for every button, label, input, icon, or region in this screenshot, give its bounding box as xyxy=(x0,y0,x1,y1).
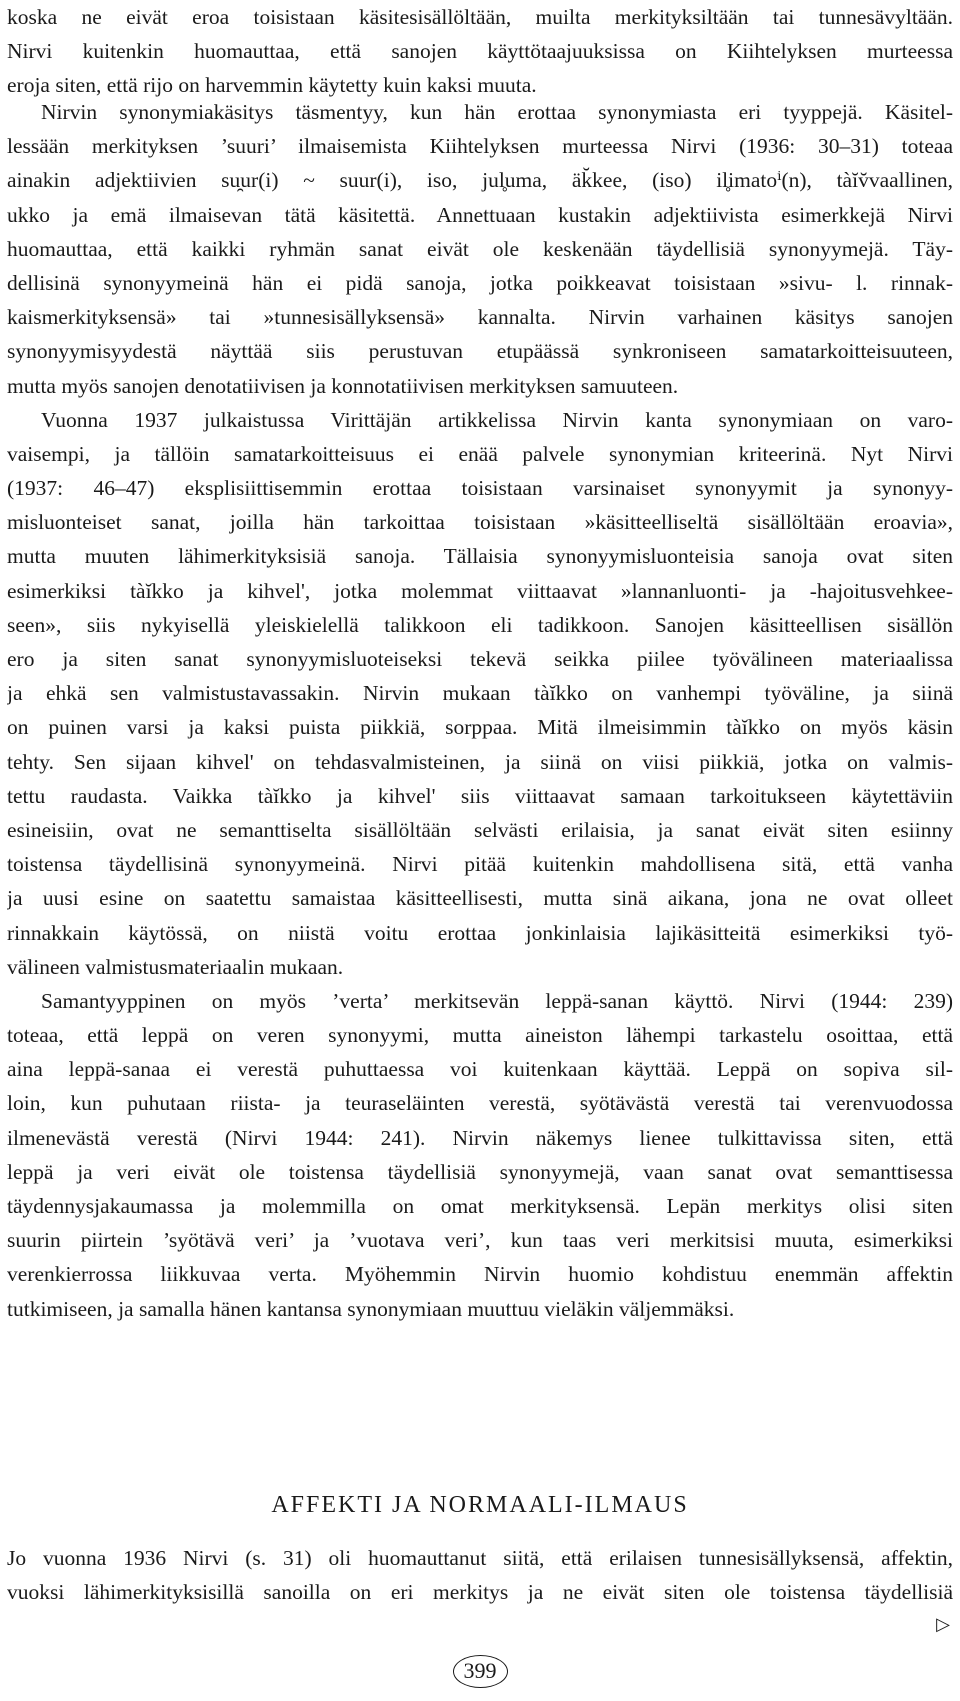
text-line: välineen valmistusmateriaalin mukaan. xyxy=(7,954,344,979)
closing-paragraph xyxy=(7,1541,953,1609)
text-line: Nirvin synonymiakäsitys täsmentyy, kun hän erottaa synonymiasta eri tyyppejä. Käsitel- xyxy=(41,100,953,124)
text-line: esineisiin, ovat ne semanttiselta sisällöltään selvästi erilaisia, ja sanat eivät siten esiinny xyxy=(7,817,953,842)
text-line: dellisinä synonyymeinä hän ei pidä sanoja, jotka poikkeavat toisistaan »sivu- l. rinnak- xyxy=(7,270,953,295)
page-number xyxy=(0,1655,960,1688)
text-line: lessään merkityksen ’suuri’ ilmaisemista Kiihtelyksen murteessa Nirvi (1936: 30–31) toteaa xyxy=(7,134,953,159)
text-line: huomauttaa, että kaikki ryhmän sanat eivät ole keskenään täydellisiä synonyymejä. Täy- xyxy=(7,236,953,261)
text-line: Nirvi kuitenkin huomauttaa, että sanojen käyttötaajuuksissa on Kiihtelyksen murteessa xyxy=(7,39,953,63)
text-line: ja uusi esine on saatettu samaistaa käsitteellisesti, mutta sinä aikana, jona ne ovat olleet xyxy=(7,886,953,911)
text-line: toistensa täydellisinä synonyymeinä. Nirvi pitää kuitenkin mahdollisena sitä, että vanha xyxy=(7,852,953,877)
text-line: mutta myös sanojen denotatiivisen ja konnotatiivisen merkityksen samuuteen. xyxy=(7,373,679,398)
text-line: Jo vuonna 1936 Nirvi (s. 31) oli huomauttanut siitä, että erilaisen tunnesisällyksensä, affektin, xyxy=(7,1546,953,1570)
text-line: ja ehkä sen valmistustavassakin. Nirvin mukaan tàĭkko on vanhempi työväline, ja siinä xyxy=(7,681,953,706)
text-line: Samantyyppinen on myös ’verta’ merkitsevän leppä-sanan käyttö. Nirvi (1944: 239) xyxy=(41,988,953,1013)
text-line: synonyymisyydestä näyttää siis perustuvan etupäässä synkroniseen samatarkoitteisuuteen, xyxy=(7,339,953,364)
text-line: vaisempi, ja tällöin samatarkoitteisuus ei enää palvele synonymian kriteerinä. Nyt Nirvi xyxy=(7,441,953,466)
text-line: vuoksi lähimerkityksisillä sanoilla on eri merkitys ja ne eivät siten ole toistensa täydellisiä xyxy=(7,1580,953,1604)
intro-paragraph xyxy=(7,0,953,102)
text-line: koska ne eivät eroa toisistaan käsitesisällöltään, muilta merkityksiltään tai tunnesävyltään. xyxy=(7,5,953,29)
text-line: ilmenevästä verestä (Nirvi 1944: 241). Nirvin näkemys lienee tulkittavissa siten, että xyxy=(7,1125,953,1150)
text-line: ainakin adjektiivien su̯ur(i) ~ suur(i), iso, jul̥uma, äk̆kee, (iso) il̥imatoⁱ(n), tàĭv̆vaallinen, xyxy=(7,168,953,193)
text-line: leppä ja veri eivät ole toistensa täydellisiä synonyymejä, vaan sanat ovat semanttisessa xyxy=(7,1159,953,1184)
text-line: ukko ja emä ilmaisevan tätä käsitettä. Annettuaan kustakin adjektiivista esimerkkejä Nirvi xyxy=(7,202,953,227)
text-line: rinnakkain käytössä, on niistä voitu erottaa jonkinlaisia lajikäsitteitä esimerkiksi työ- xyxy=(7,920,953,945)
text-line: ero ja siten sanat synonyymisluoteiseksi tekevä seikka piilee työvälineen materiaalissa xyxy=(7,647,953,671)
text-line: on puinen varsi ja kaksi puista piikkiä, sorppaa. Mitä ilmeisimmin tàĭkko on myös käsin xyxy=(7,715,953,740)
text-line: tutkimiseen, ja samalla hänen kantansa synonymiaan muuttuu vieläkin väljemmäksi. xyxy=(7,1296,735,1321)
text-line: loin, kun puhutaan riista- ja teuraseläinten verestä, syötävästä verestä tai verenvuodossa xyxy=(7,1091,953,1116)
main-text xyxy=(7,95,953,1326)
text-line: misluonteiset sanat, joilla hän tarkoittaa toisistaan »käsitteelliseltä sisällöltään eroavia», xyxy=(7,510,953,535)
text-line: tettu raudasta. Vaikka tàĭkko ja kihvel' siis viittaavat samaan tarkoitukseen käytettäviin xyxy=(7,783,953,808)
text-line: tehty. Sen sijaan kihvel' on tehdasvalmisteinen, ja siinä on viisi piikkiä, jotka on valmis- xyxy=(7,749,953,774)
continue-arrow-icon: ▷ xyxy=(936,1614,950,1634)
page-number-label: 399 xyxy=(453,1655,508,1688)
text-line: esimerkiksi tàĭkko ja kihvel', jotka molemmat viittaavat »lannanluonti- ja -hajoitusvehkee- xyxy=(7,578,953,603)
text-line: täydennysjakaumassa ja molemmilla on omat merkityksensä. Lepän merkitys olisi siten xyxy=(7,1194,953,1218)
text-line: Vuonna 1937 julkaistussa Virittäjän artikkelissa Nirvin kanta synonymiaan on varo- xyxy=(41,407,953,432)
text-line: mutta muuten lähimerkityksisiä sanoja. Tällaisia synonyymisluonteisia sanoja ovat siten xyxy=(7,544,953,569)
text-line: aina leppä-sanaa ei verestä puhuttaessa voi kuitenkaan käyttää. Leppä on sopiva sil- xyxy=(7,1057,953,1082)
text-line: toteaa, että leppä on veren synonyymi, mutta aineiston lähempi tarkastelu osoittaa, että xyxy=(7,1023,953,1048)
text-line: eroja siten, että rijo on harvemmin käytetty kuin kaksi muuta. xyxy=(7,73,537,97)
text-line: kaismerkityksensä» tai »tunnesisällyksensä» kannalta. Nirvin varhainen käsitys sanojen xyxy=(7,305,953,330)
text-line: suurin piirtein ’syötävä veri’ ja ’vuotava veri’, kun taas veri merkitsisi muuta, esimerkiksi xyxy=(7,1228,953,1253)
section-heading: AFFEKTI JA NORMAALI-ILMAUS xyxy=(271,1491,689,1518)
text-line: seen», siis nykyisellä yleiskielellä talikkoon eli tadikkoon. Sanojen käsitteellisen sisällön xyxy=(7,612,953,637)
text-line: (1937: 46–47) eksplisiittisemmin erottaa toisistaan varsinaiset synonyymit ja synonyy- xyxy=(7,476,953,501)
text-line: verenkierrossa liikkuvaa verta. Myöhemmin Nirvin huomio kohdistuu enemmän affektin xyxy=(7,1262,953,1287)
